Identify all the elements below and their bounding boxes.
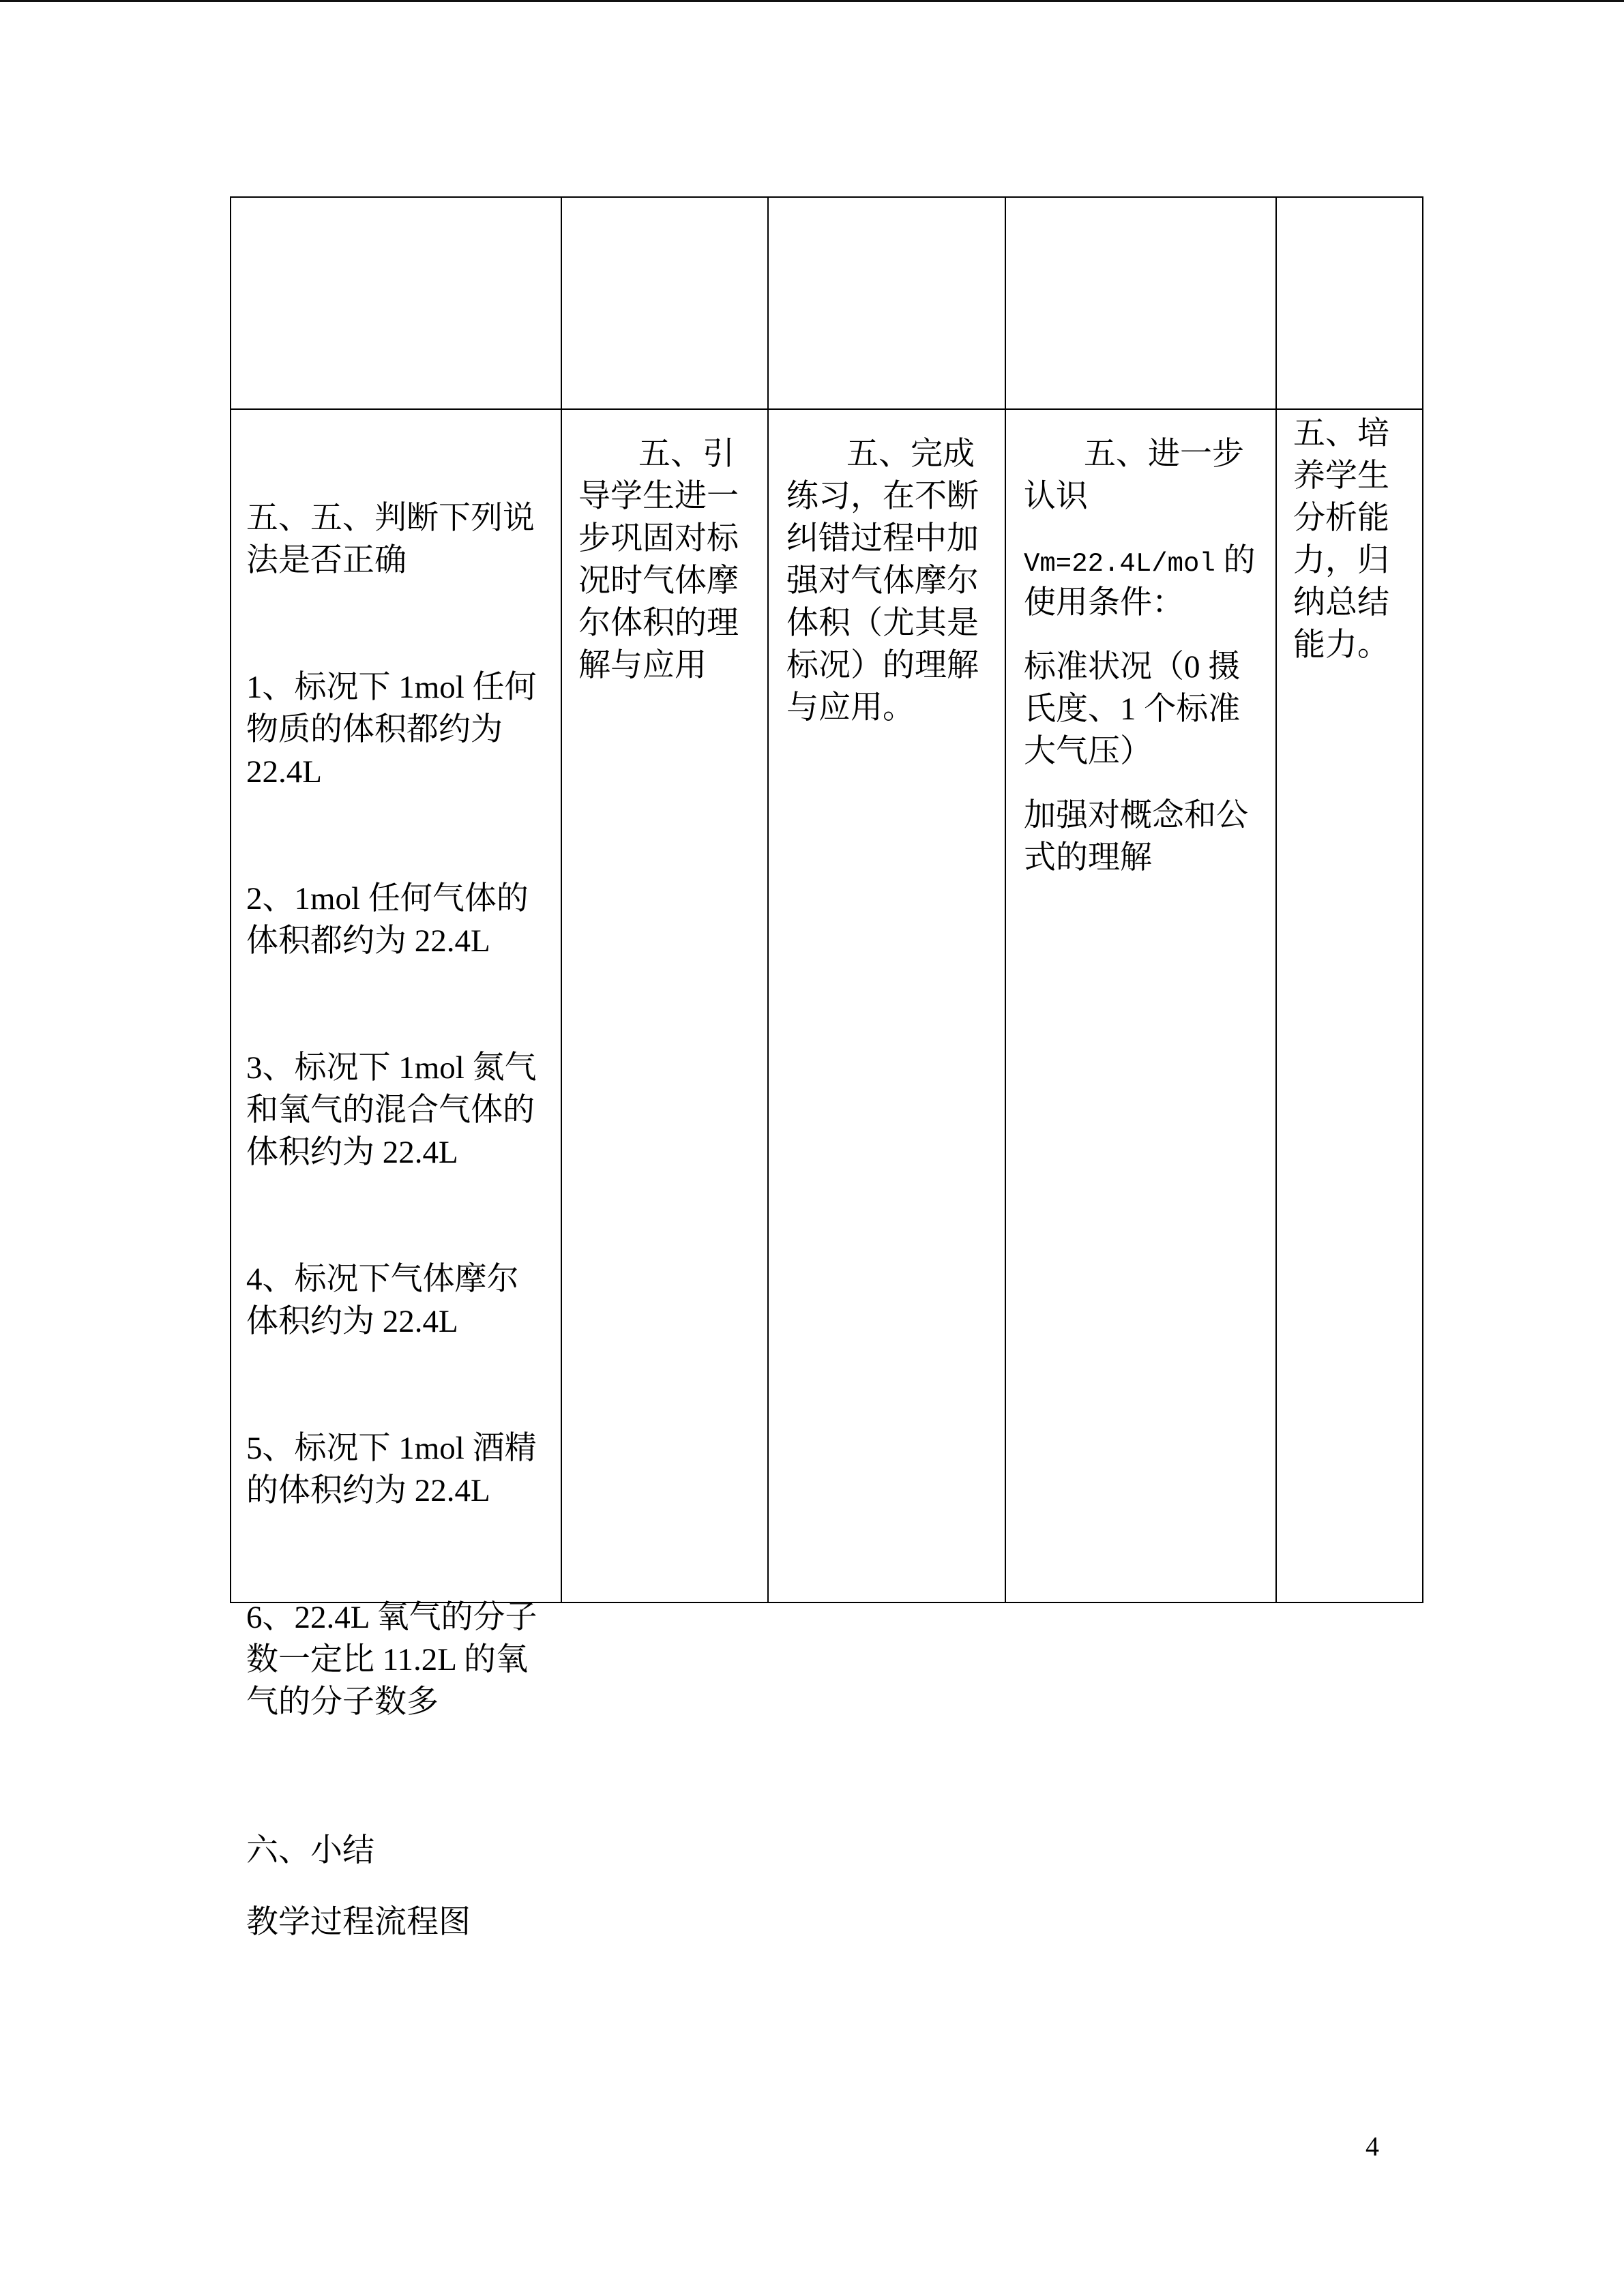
vm-condition-paragraph	[1024, 539, 1275, 624]
statement-item: 1、标况下 1mol 任何 物质的体积都约为 22.4L	[246, 670, 537, 790]
understanding-intro: 五、进一步 认识	[1024, 436, 1244, 514]
exercise-intro: 五、五、判断下列说 法是否正确	[246, 501, 535, 578]
statement-item: 6、22.4L 氧气的分子 数一定比 11.2L 的氧 气的分子数多	[246, 1600, 537, 1720]
exercise-block	[246, 413, 561, 1808]
empty-cell-2	[562, 198, 769, 410]
statement-item: 4、标况下气体摩尔 体积约为 22.4L	[246, 1262, 519, 1339]
formula-usage-label: 的 使用条件：	[1024, 543, 1256, 621]
statement-item: 2、1mol 任何气体的 体积都约为 22.4L	[246, 881, 529, 959]
table-cell-ability-goal	[1277, 410, 1423, 1603]
empty-cell-5	[1277, 198, 1423, 410]
empty-cell-1	[231, 198, 562, 410]
ability-goal-text: 五、培 养学生 分析能 力，归 纳总结 能力。	[1293, 416, 1389, 663]
page-number: 4	[1365, 2131, 1379, 2162]
table-cell-student-practice	[769, 410, 1006, 1603]
statement-item: 5、标况下 1mol 酒精 的体积约为 22.4L	[246, 1431, 537, 1508]
concept-note-text: 加强对概念和公 式的理解	[1024, 798, 1248, 876]
molar-volume-formula: Vm=22.4L/mol	[1024, 549, 1215, 579]
statement-item: 3、标况下 1mol 氮气 和氧气的混合气体的 体积约为 22.4L	[246, 1050, 537, 1170]
practice-text: 五、完成 练习，在不断 纠错过程中加 强对气体摩尔 体积（尤其是 标况）的理解 与应用。	[786, 436, 979, 726]
empty-cell-3	[769, 198, 1006, 410]
empty-cell-4	[1006, 198, 1277, 410]
lesson-table	[230, 196, 1423, 1868]
guidance-text: 五、引 导学生进一 步巩固对标 况时气体摩 尔体积的理 解与应用	[578, 436, 739, 683]
table-cell-further-understanding	[1006, 410, 1277, 1603]
table-cell-judgement-exercise	[231, 410, 562, 1868]
standard-conditions-text: 标准状况（0 摄 氏度、1 个标准 大气压）	[1024, 649, 1241, 769]
summary-heading: 六、小结	[246, 1833, 374, 1868]
section-heading: 教学过程流程图	[246, 1905, 471, 1940]
table-cell-teacher-guidance	[562, 410, 769, 1603]
page-top-border	[0, 0, 1624, 2]
